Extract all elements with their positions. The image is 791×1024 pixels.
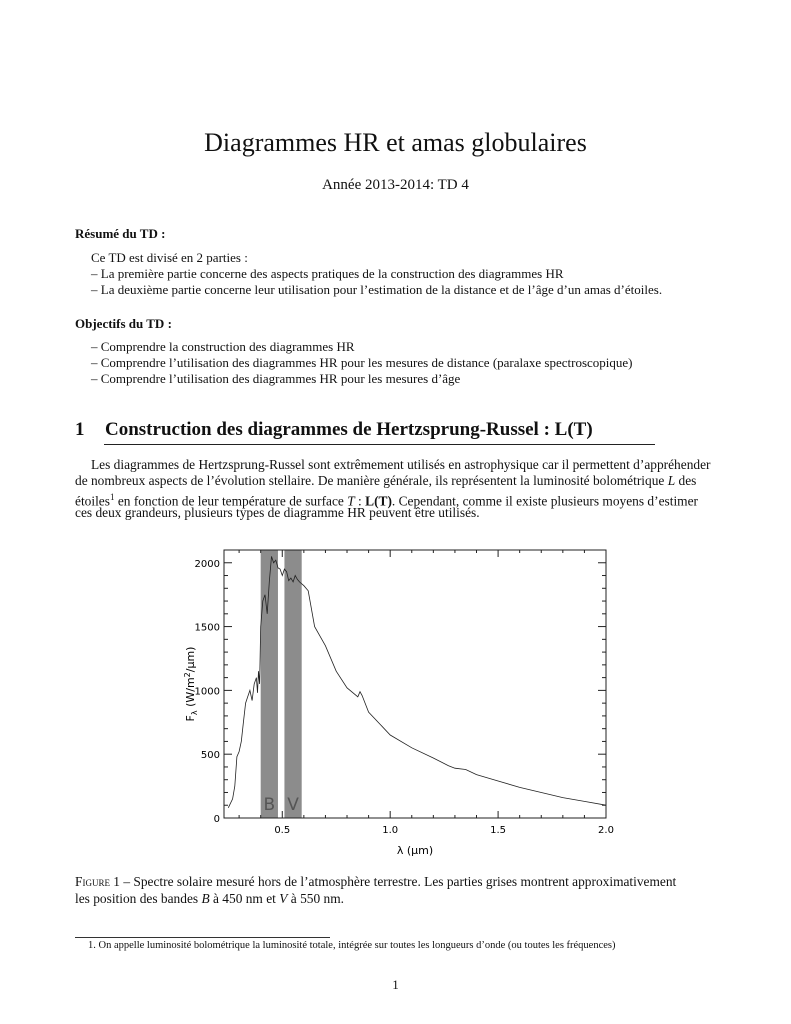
footnote-rule — [75, 937, 330, 938]
figure-label: Figure 1 — [75, 874, 120, 889]
resume-heading: Résumé du TD : — [75, 226, 166, 241]
x-axis-label: λ (μm) — [396, 844, 434, 857]
footnote: 1. On appelle luminosité bolométrique la luminosité totale, intégrée sur toutes les longueurs d’onde (ou toutes les fréquences) — [88, 940, 616, 951]
x-tick-label: 1.5 — [490, 825, 507, 836]
objectifs-line: – Comprendre l’utilisation des diagrammes HR pour les mesures d’âge — [91, 371, 461, 386]
document-title: Diagrammes HR et amas globulaires — [204, 128, 587, 157]
plot-frame — [224, 550, 606, 818]
objectifs-line: – Comprendre l’utilisation des diagrammes HR pour les mesures de distance (paralaxe spectroscopique) — [91, 355, 633, 370]
y-tick-label: 1000 — [194, 686, 220, 698]
y-tick-label: 2000 — [194, 558, 220, 570]
x-tick-label: 1.0 — [382, 825, 399, 836]
paragraph-line: ces deux grandeurs, plusieurs types de diagramme HR peuvent être utilisés. — [75, 505, 480, 520]
paragraph-line: de nombreux aspects de l’évolution stellaire. De manière générale, ils représentent la luminosité bolométrique L des — [75, 473, 697, 488]
x-tick-label: 2.0 — [598, 825, 614, 836]
resume-line: – La deuxième partie concerne leur utilisation pour l’estimation de la distance et de l’âge d’un amas d’étoiles. — [91, 282, 663, 297]
document-subtitle: Année 2013-2014: TD 4 — [322, 177, 469, 193]
y-tick-label: 0 — [213, 814, 220, 825]
paragraph-line: Les diagrammes de Hertzsprung-Russel sont extrêmement utilisés en astrophysique car il permettent d’appréhender — [91, 457, 711, 472]
y-tick-label: 1500 — [194, 622, 220, 634]
x-tick-label: 0.5 — [274, 825, 291, 836]
section-number: 1 — [75, 419, 85, 440]
resume-line: Ce TD est divisé en 2 parties : — [91, 250, 248, 265]
page-number: 1 — [392, 977, 399, 992]
y-tick-label: 500 — [200, 750, 220, 762]
figure-caption: Figure 1 – Spectre solaire mesuré hors de l’atmosphère terrestre. Les parties grises montrent approximativement les position des bandes B à 450 nm et V à 550 nm. — [75, 874, 677, 906]
solar-spectrum-chart — [180, 543, 620, 861]
paragraph-line: étoiles$^1$ en fonction de leur température de surface T : L(T). Cependant, comme il existe plusieurs moyens d’estimer — [75, 492, 698, 509]
section-underline — [104, 444, 655, 445]
band-label: B — [263, 795, 276, 815]
section-title: Construction des diagrammes de Hertzsprung-Russel : L(T) — [105, 419, 593, 440]
resume-line: – La première partie concerne des aspects pratiques de la construction des diagrammes HR — [91, 266, 564, 281]
band-label: V — [287, 795, 299, 815]
objectifs-heading: Objectifs du TD : — [75, 316, 172, 331]
y-axis-label: $F_\lambda$ $(W/m^2/\mu m)$ — [183, 646, 199, 722]
objectifs-line: – Comprendre la construction des diagrammes HR — [91, 339, 355, 354]
band-b — [261, 550, 278, 818]
band-v — [284, 550, 301, 818]
